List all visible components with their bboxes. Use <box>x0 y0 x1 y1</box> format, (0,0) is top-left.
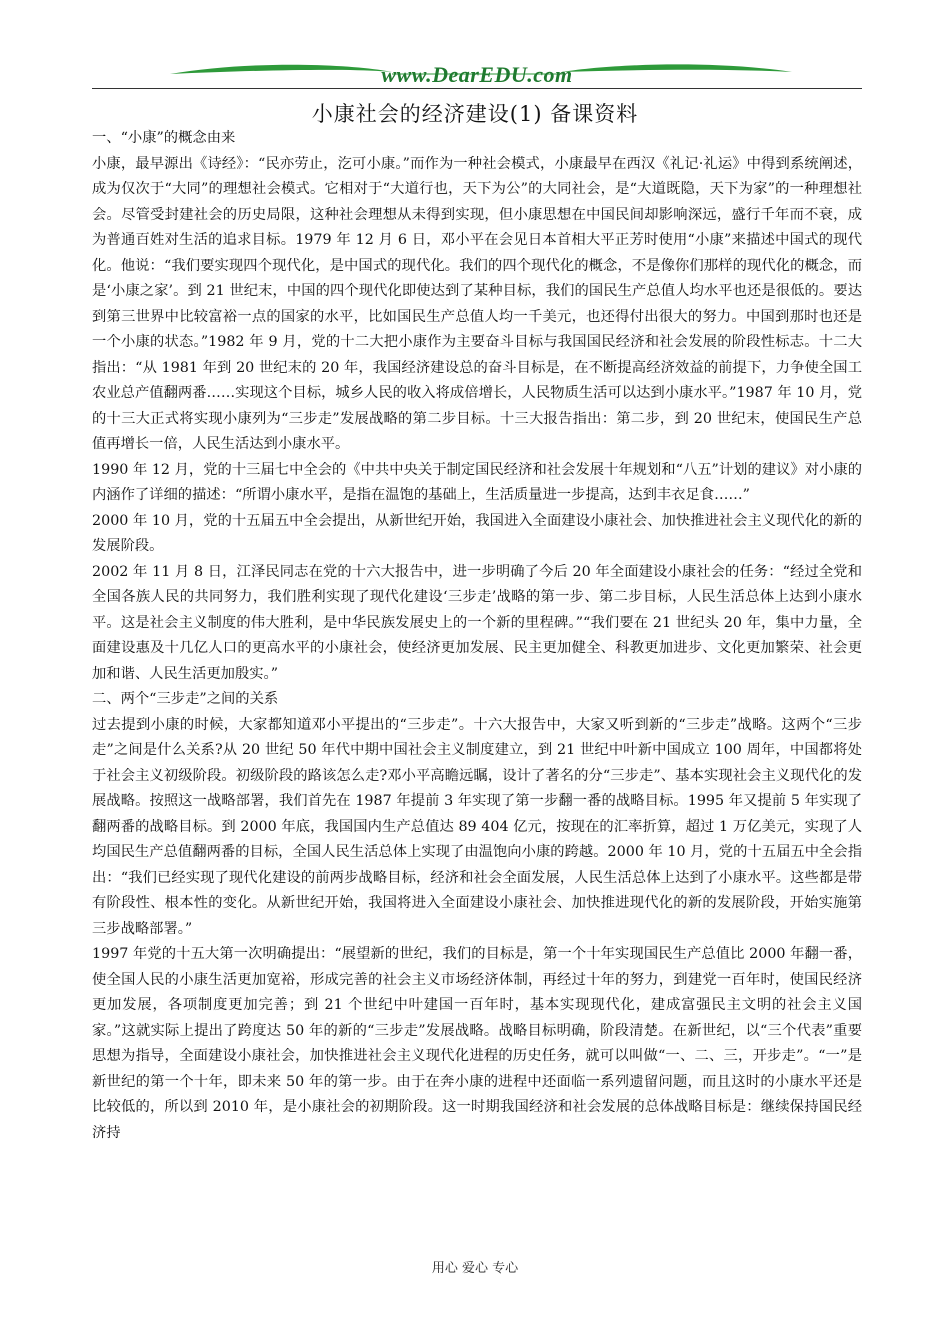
paragraph: 过去提到小康的时候，大家都知道邓小平提出的“三步走”。十六大报告中，大家又听到新的“三步走”战略。这两个“三步走”之间是什么关系?从 20 世纪 50 年代中期中国社会主义制度建立，到 21 世纪中叶新中国成立 100 周年，中国都将处于社会主义初级阶段。初级阶段的路该怎么走?邓小平高瞻远瞩，设计了著名的分“三步走”、基本实现社会主义现代化的发展战略。按照这一战略部署，我们首先在 1987 年提前 3 年实现了第一步翻一番的战略目标。1995 年又提前 5 年实现了翻两番的战略目标。到 2000 年底，我国国内生产总值达 89 404 亿元，按现在的汇率折算，超过 1 万亿美元，实现了人均国民生产总值翻两番的目标，全国人民生活总体上实现了由温饱向小康的跨越。2000 年 10 月，党的十五届五中全会指出：“我们已经实现了现代化建设的前两步战略目标，经济和社会全面发展，人民生活总体上达到了小康水平。这些都是带有阶段性、根本性的变化。从新世纪开始，我国将进入全面建设小康社会、加快推进现代化的新的发展阶段，开始实施第三步战略部署。” <box>92 716 862 937</box>
header-rule <box>92 88 862 89</box>
section-heading-2: 二、两个“三步走”之间的关系 <box>92 691 279 707</box>
document-body <box>92 126 862 1146</box>
section-heading-1: 一、“小康”的概念由来 <box>92 130 236 146</box>
paragraph: 1997 年党的十五大第一次明确提出：“展望新的世纪，我们的目标是，第一个十年实现国民生产总值比 2000 年翻一番，使全国人民的小康生活更加宽裕，形成完善的社会主义市场经济体制，再经过十年的努力，到建党一百年时，使国民经济更加发展，各项制度更加完善；到 21 个世纪中叶建国一百年时，基本实现现代化，建成富强民主文明的社会主义国家。”这就实际上提出了跨度达 50 年的新的“三步走”发展战略。战略目标明确，阶段清楚。在新世纪，以“三个代表”重要思想为指导，全面建设小康社会，加快推进社会主义现代化进程的历史任务，就可以叫做“一、二、三，开步走”。“一”是新世纪的第一个十年，即未来 50 年的第一步。由于在奔小康的进程中还面临一系列遗留问题，而且这时的小康水平还是比较低的，所以到 2010 年，是小康社会的初期阶段。这一时期我国经济和社会发展的总体战略目标是：继续保持国民经济持 <box>92 946 862 1141</box>
paragraph: 2000 年 10 月，党的十五届五中全会提出，从新世纪开始，我国进入全面建设小康社会、加快推进社会主义现代化的新的发展阶段。 <box>92 512 862 554</box>
site-logo-text: www.DearEDU.com <box>381 62 573 87</box>
site-header <box>92 54 862 90</box>
paragraph: 小康，最早源出《诗经》：“民亦劳止，汔可小康。”而作为一种社会模式，小康最早在西汉《礼记·礼运》中得到系统阐述，成为仅次于“大同”的理想社会模式。它相对于“大道行也，天下为公”的大同社会，是“大道既隐，天下为家”的一种理想社会。尽管受封建社会的历史局限，这种社会理想从未得到实现，但小康思想在中国民间却影响深远，盛行千年而不衰，成为普通百姓对生活的追求目标。1979 年 12 月 6 日，邓小平在会见日本首相大平正芳时使用“小康”来描述中国式的现代化。他说：“我们要实现四个现代化，是中国式的现代化。我们的四个现代化的概念，不是像你们那样的现代化的概念，而是‘小康之家’。到 21 世纪末，中国的四个现代化即使达到了某种目标，我们的国民生产总值人均水平也还是很低的。要达到第三世界中比较富裕一点的国家的水平，比如国民生产总值人均一千美元，也还得付出很大的努力。中国到那时也还是一个小康的状态。”1982 年 9 月，党的十二大把小康作为主要奋斗目标与我国国民经济和社会发展的阶段性标志。十二大指出：“从 1981 年到 20 世纪末的 20 年，我国经济建设总的奋斗目标是，在不断提高经济效益的前提下，力争使全国工农业总产值翻两番……实现这个目标，城乡人民的收入将成倍增长，人民物质生活可以达到小康水平。”1987 年 10 月，党的十三大正式将实现小康列为“三步走”发展战略的第二步目标。十三大报告指出：第二步，到 20 世纪末，使国民生产总值再增长一倍，人民生活达到小康水平。 <box>92 155 862 452</box>
paragraph: 2002 年 11 月 8 日，江泽民同志在党的十六大报告中，进一步明确了今后 20 年全面建设小康社会的任务：“经过全党和全国各族人民的共同努力，我们胜利实现了现代化建设‘三步走’战略的第一步、第二步目标，人民生活总体上达到小康水平。这是社会主义制度的伟大胜利，是中华民族发展史上的一个新的里程碑。”“我们要在 21 世纪头 20 年，集中力量，全面建设惠及十几亿人口的更高水平的小康社会，使经济更加发展、民主更加健全、科教更加进步、文化更加繁荣、社会更加和谐、人民生活更加殷实。” <box>92 563 862 682</box>
page-footer: 用心 爱心 专心 <box>431 1261 519 1276</box>
document-title: 小康社会的经济建设(1) 备课资料 <box>311 102 639 126</box>
paragraph: 1990 年 12 月，党的十三届七中全会的《中共中央关于制定国民经济和社会发展十年规划和“八五”计划的建议》对小康的内涵作了详细的描述：“所谓小康水平，是指在温饱的基础上，生活质量进一步提高，达到丰衣足食……” <box>92 461 862 503</box>
